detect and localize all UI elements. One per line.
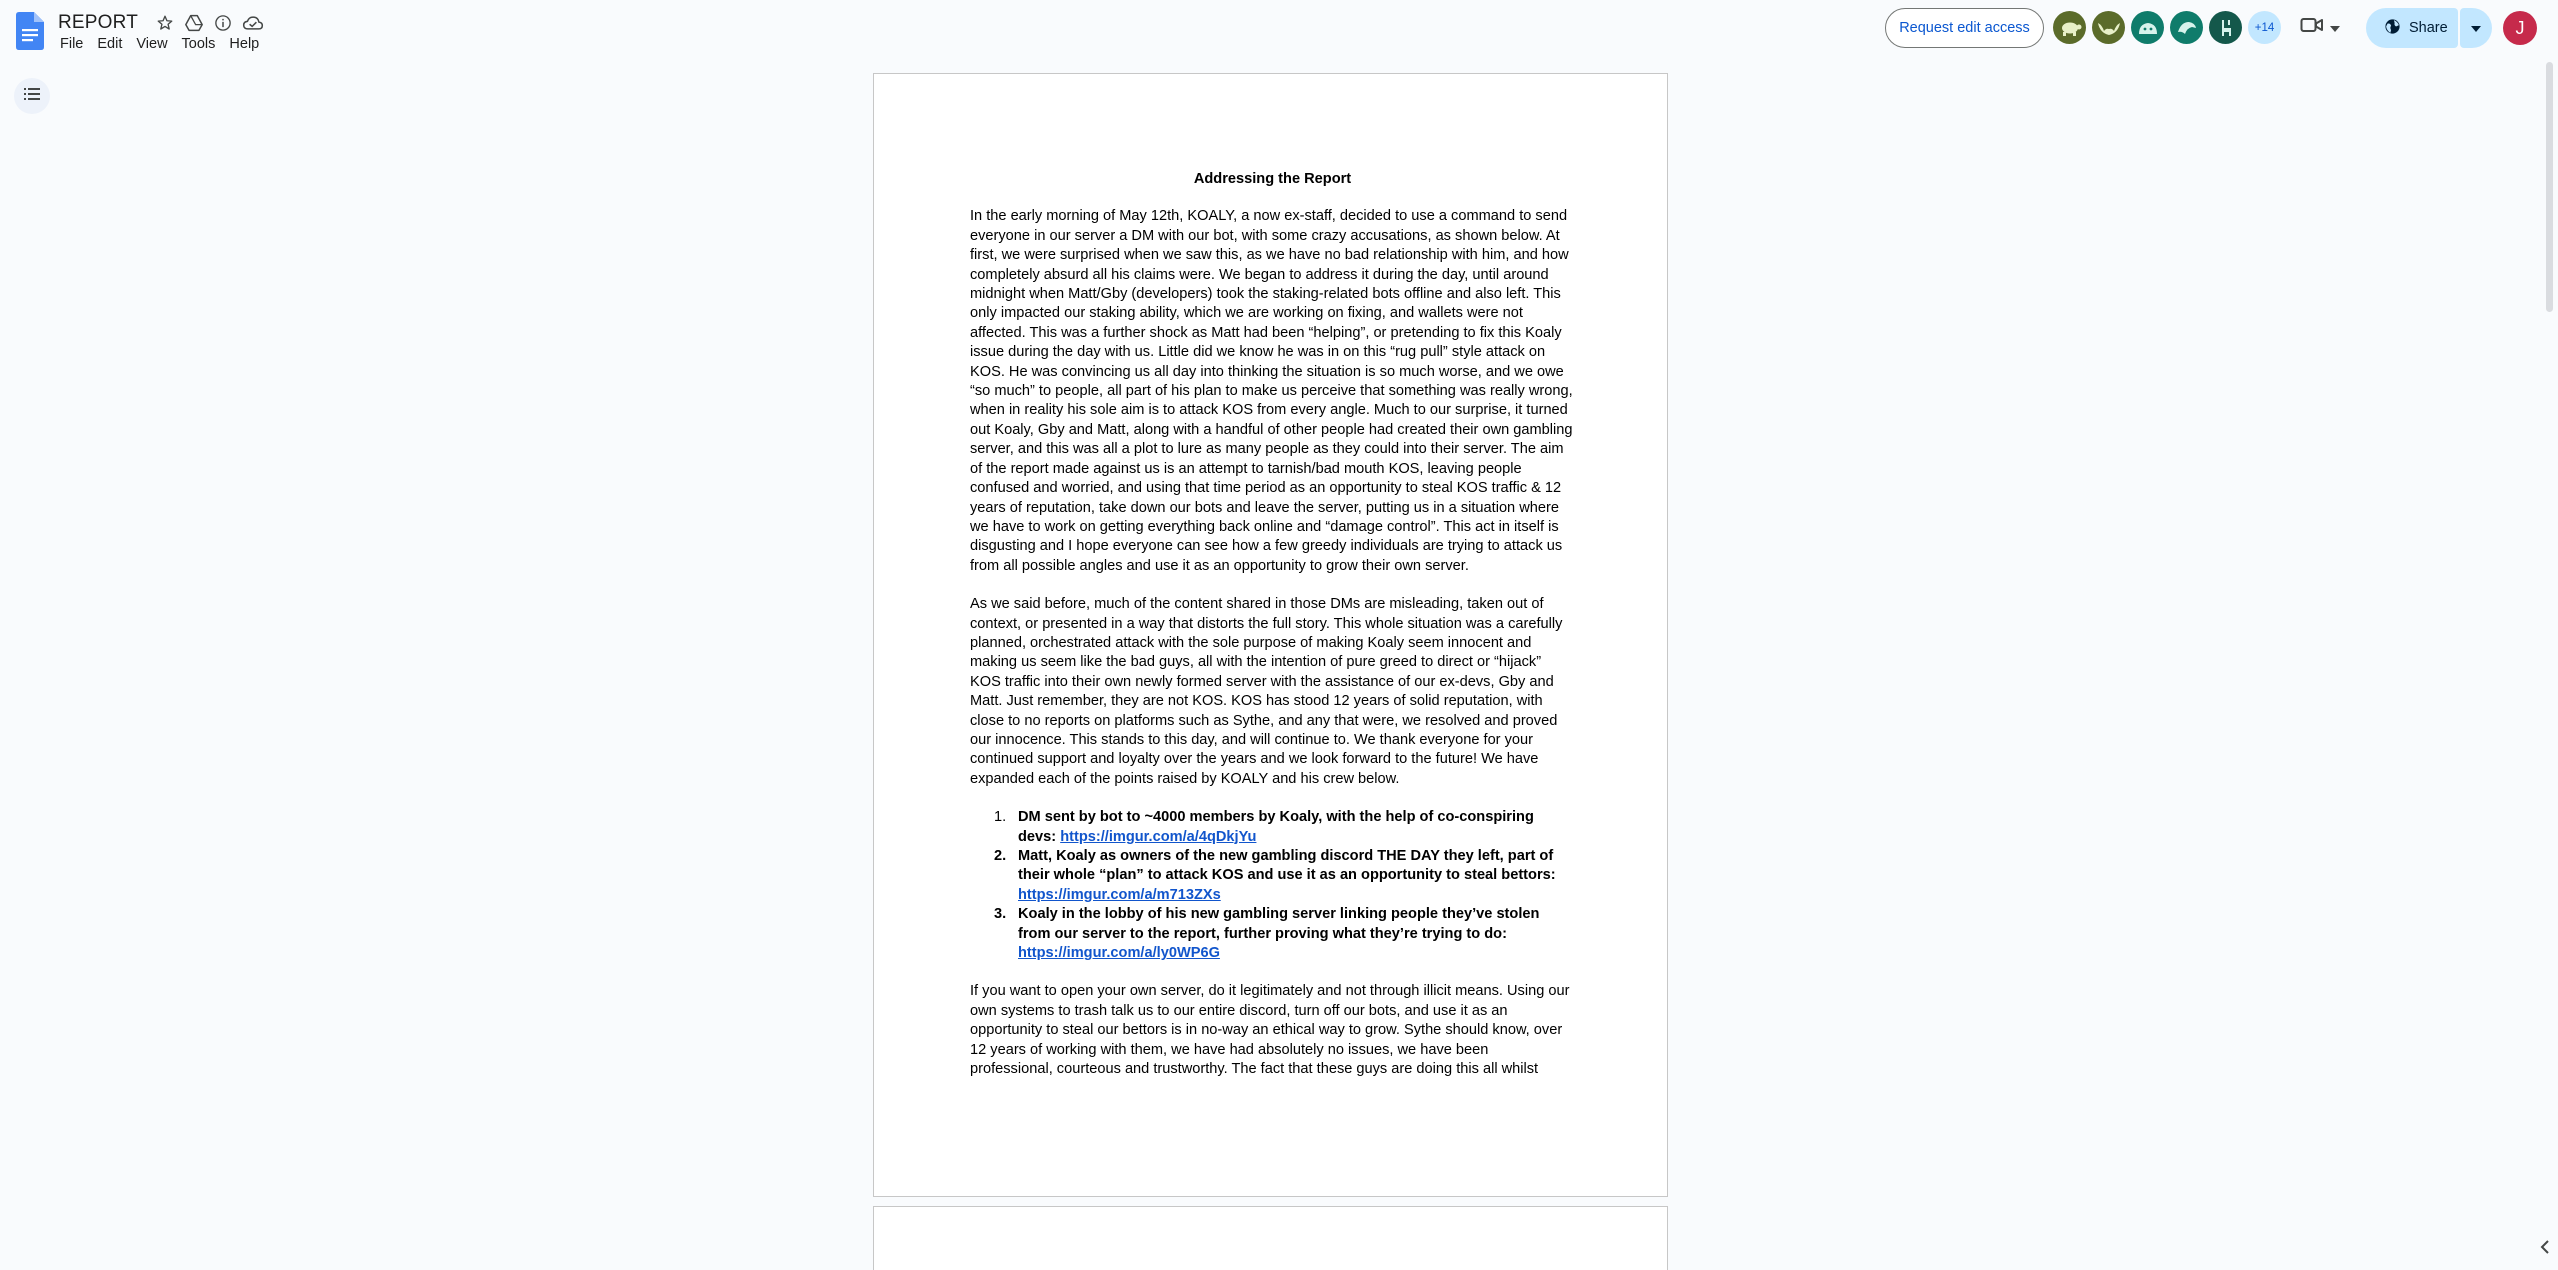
- list-item-text: DM sent by bot to ~4000 members by Koaly, with the help of co-conspiring devs:: [1018, 809, 1534, 845]
- list-item: [994, 847, 1575, 905]
- share-button[interactable]: [2366, 8, 2458, 48]
- title-row: [58, 10, 264, 36]
- document-outline-button[interactable]: [14, 78, 50, 114]
- more-collaborators-badge[interactable]: +14: [2248, 11, 2281, 44]
- imgur-link-1[interactable]: https://imgur.com/a/4qDkjYu: [1060, 828, 1257, 845]
- paragraph-3: If you want to open your own server, do it legitimately and not through illicit means. Using our own systems to trash talk us to our entire discord, turn off our bots, and use it as an opportunity to steal our bettors is in no-way an ethical way to grow. Sythe should know, over 12 years of working with them, we have had absolutely no issues, we have been professional, courteous and trustworthy. The fact that these guys are doing this all whilst: [970, 983, 1570, 1078]
- document-heading: Addressing the Report: [1193, 171, 1352, 187]
- paragraph-1: In the early morning of May 12th, KOALY, a now ex-staff, decided to use a command to send everyone in our server a DM with our bot, with some crazy accusations, as shown below. At first, we were surprised when we saw this, as we have no bad relationship with him, and how completely absurd all his claims were. We began to address it during the day, until around midnight when Matt/Gby (developers) took the staking-related bots offline and also left. This only impacted our staking ability, which we are working on fixing, and wallets were not affected. This was a further shock as Matt had been “helping”, or pretending to fix this Koaly issue during the day with us. Little did we know he was in on this “rug pull” style attack on KOS. He was convincing us all day into thinking the situation is so much worse, and we owe “so much” to people, all part of his plan to make us perceive that something was really wrong, when in reality his sole aim is to attack KOS from every angle. Much to our surprise, it turned out Koaly, Gby and Matt, along with a handful of other people had created their own gambling server, and this was all a plot to lure as many people as they could into their server. The aim of the report made against us is an attempt to tarnish/bad mouth KOS, leaving people confused and worried, and using that time period as an opportunity to steal KOS traffic & 12 years of reputation, take down our bots and leave the server, putting us in a situation where we have to work on getting everything back online and “damage control”. This act in itself is disgusting and I hope everyone can see how a few greedy individuals are trying to attack us from all possible angles and use it as an opportunity to grow their own server.: [970, 208, 1573, 574]
- list-number: 2.: [994, 848, 1007, 864]
- list-item: [994, 905, 1575, 963]
- cloud-status-icon[interactable]: [242, 14, 264, 32]
- chevron-left-icon: [2540, 1241, 2550, 1258]
- menu-bar: [60, 36, 273, 52]
- numbered-list: [994, 808, 1575, 963]
- list-number: 1.: [994, 809, 1007, 826]
- document-page[interactable]: [873, 73, 1668, 1197]
- title-icons: [156, 14, 264, 32]
- menu-help[interactable]: Help: [229, 36, 260, 52]
- list-item-text: Koaly in the lobby of his new gambling server linking people they’ve stolen from our server to the report, further proving what they’re trying to do:: [1018, 906, 1540, 942]
- share-label: Share: [2409, 20, 2448, 36]
- vertical-scrollbar[interactable]: [2546, 62, 2553, 312]
- document-title[interactable]: REPORT: [58, 12, 139, 33]
- turtle-avatar-icon[interactable]: [2053, 11, 2086, 44]
- chevron-down-icon: [2471, 19, 2481, 37]
- docs-logo-icon[interactable]: [16, 12, 48, 52]
- imgur-link-3[interactable]: https://imgur.com/a/ly0WP6G: [1018, 945, 1220, 962]
- chevron-down-icon: [2330, 19, 2340, 37]
- collaborator-avatars: [2053, 11, 2281, 44]
- outline-list-icon: [24, 87, 40, 105]
- paragraph-2: As we said before, much of the content shared in those DMs are misleading, taken out of context, or presented in a way that distorts the full story. This whole situation was a carefully planned, orchestrated attack with the sole purpose of making Koaly seem innocent and making us seem like the bad guys, all with the intention of pure greed to direct or “hijack” KOS traffic into their own newly formed server with the assistance of our ex-devs, Gby and Matt. Just remember, they are not KOS. KOS has stood 12 years of solid reputation, with close to no reports on platforms such as Sythe, and any that were, we resolved and proved our innocence. This stands to this day, and will continue to. We thank everyone for your continued support and loyalty over the years and we look forward to the future! We have expanded each of the points raised by KOALY and his crew below.: [970, 596, 1563, 787]
- bat-avatar-icon[interactable]: [2092, 11, 2125, 44]
- list-number: 3.: [994, 906, 1007, 923]
- list-item-text: Matt, Koaly as owners of the new gambling discord THE DAY they left, part of their whole “plan” to attack KOS and use it as an opportunity to steal bettors:: [1018, 848, 1556, 884]
- request-edit-access-button[interactable]: Request edit access: [1885, 8, 2044, 48]
- star-icon[interactable]: [156, 14, 174, 32]
- llama-avatar-icon[interactable]: [2209, 11, 2242, 44]
- info-icon[interactable]: [214, 14, 232, 32]
- list-item: [994, 808, 1575, 847]
- docs-header: [0, 0, 2558, 64]
- menu-file[interactable]: File: [60, 36, 84, 52]
- menu-edit[interactable]: Edit: [97, 36, 123, 52]
- video-camera-icon: [2300, 16, 2324, 39]
- dolphin-avatar-icon[interactable]: [2170, 11, 2203, 44]
- imgur-link-2[interactable]: https://imgur.com/a/m713ZXs: [1018, 886, 1221, 903]
- dinosaur-avatar-icon[interactable]: [2131, 11, 2164, 44]
- meet-button[interactable]: [2300, 16, 2340, 39]
- move-to-drive-icon[interactable]: [184, 14, 204, 32]
- menu-tools[interactable]: Tools: [181, 36, 216, 52]
- document-page-2[interactable]: [873, 1206, 1668, 1270]
- side-panel-toggle[interactable]: [2540, 1240, 2550, 1259]
- share-options-button[interactable]: [2460, 8, 2492, 48]
- globe-icon: [2384, 18, 2401, 39]
- user-account-avatar[interactable]: J: [2503, 11, 2537, 45]
- document-body: [970, 170, 1575, 1098]
- menu-view[interactable]: View: [136, 36, 168, 52]
